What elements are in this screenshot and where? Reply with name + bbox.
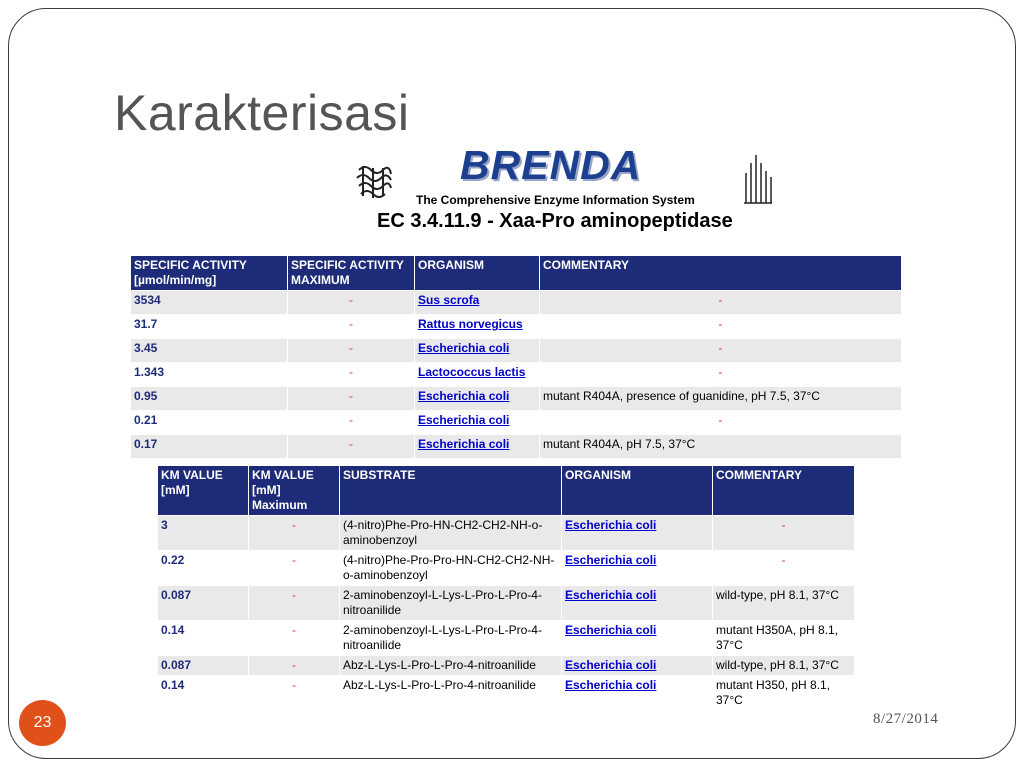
km-value-cell: 0.087 [158,586,248,620]
organism-link[interactable]: Escherichia coli [565,588,657,602]
km-maximum-cell: - [249,551,339,585]
commentary-cell: mutant H350, pH 8.1, 37°C [713,676,854,710]
km-value-table [157,465,855,711]
commentary-cell: - [540,363,901,386]
organism-cell [562,656,712,675]
column-header: SPECIFIC ACTIVITY [µmol/min/mg] [131,256,287,290]
column-header: COMMENTARY [540,256,901,290]
organism-cell [415,315,539,338]
table-row [158,516,854,550]
activity-maximum-cell: - [288,339,414,362]
commentary-cell: mutant R404A, pH 7.5, 37°C [540,435,901,458]
km-value-cell: 0.087 [158,656,248,675]
organism-link[interactable]: Rattus norvegicus [418,317,523,331]
column-header: SPECIFIC ACTIVITY MAXIMUM [288,256,414,290]
activity-maximum-cell: - [288,435,414,458]
brenda-tagline: The Comprehensive Enzyme Information System [416,193,695,207]
organism-link[interactable]: Escherichia coli [565,623,657,637]
activity-value-cell: 31.7 [131,315,287,338]
column-header: COMMENTARY [713,466,854,515]
column-header: ORGANISM [415,256,539,290]
slide-title: Karakterisasi [114,85,410,141]
km-value-cell: 0.22 [158,551,248,585]
table-row [131,435,901,458]
table-row [131,339,901,362]
substrate-cell: 2-aminobenzoyl-L-Lys-L-Pro-L-Pro-4-nitroanilide [340,586,561,620]
km-maximum-cell: - [249,621,339,655]
substrate-cell: (4-nitro)Phe-Pro-HN-CH2-CH2-NH-o-aminobenzoyl [340,516,561,550]
substrate-cell: (4-nitro)Phe-Pro-Pro-HN-CH2-CH2-NH-o-aminobenzoyl [340,551,561,585]
organism-cell [415,291,539,314]
table-row [131,411,901,434]
table-row [131,363,901,386]
commentary-cell: wild-type, pH 8.1, 37°C [713,656,854,675]
table-row [131,315,901,338]
activity-maximum-cell: - [288,411,414,434]
organism-link[interactable]: Escherichia coli [565,553,657,567]
organism-cell [562,586,712,620]
substrate-cell: Abz-L-Lys-L-Pro-L-Pro-4-nitroanilide [340,676,561,710]
commentary-cell: - [540,291,901,314]
commentary-cell: - [540,411,901,434]
slide-number-badge: 23 [19,700,66,746]
column-header: ORGANISM [562,466,712,515]
table-row [158,676,854,710]
table-row [158,586,854,620]
commentary-cell: - [713,516,854,550]
organism-cell [415,435,539,458]
organism-link[interactable]: Escherichia coli [418,437,510,451]
commentary-cell: - [540,339,901,362]
organism-cell [562,621,712,655]
column-header: SUBSTRATE [340,466,561,515]
commentary-cell: mutant R404A, presence of guanidine, pH 7.5, 37°C [540,387,901,410]
commentary-cell: - [713,551,854,585]
activity-maximum-cell: - [288,363,414,386]
table-row [158,656,854,675]
table-row [131,387,901,410]
organism-link[interactable]: Escherichia coli [418,341,510,355]
activity-value-cell: 3534 [131,291,287,314]
activity-value-cell: 0.17 [131,435,287,458]
organism-cell [415,387,539,410]
commentary-cell: mutant H350A, pH 8.1, 37°C [713,621,854,655]
university-logo-icon [742,153,774,205]
specific-activity-table [130,255,902,459]
organism-link[interactable]: Escherichia coli [418,389,510,403]
km-value-cell: 0.14 [158,621,248,655]
organism-cell [562,551,712,585]
commentary-cell: - [540,315,901,338]
enzyme-title: EC 3.4.11.9 - Xaa-Pro aminopeptidase [377,210,733,232]
brenda-logo-text: BRENDA [460,142,642,188]
slide-date: 8/27/2014 [873,711,939,727]
organism-cell [562,676,712,710]
table-row [158,621,854,655]
km-maximum-cell: - [249,656,339,675]
km-maximum-cell: - [249,516,339,550]
organism-link[interactable]: Escherichia coli [418,413,510,427]
km-value-cell: 0.14 [158,676,248,710]
organism-cell [415,363,539,386]
km-value-cell: 3 [158,516,248,550]
substrate-cell: Abz-L-Lys-L-Pro-L-Pro-4-nitroanilide [340,656,561,675]
organism-link[interactable]: Escherichia coli [565,678,657,692]
substrate-cell: 2-aminobenzoyl-L-Lys-L-Pro-L-Pro-4-nitroanilide [340,621,561,655]
activity-value-cell: 3.45 [131,339,287,362]
organism-link[interactable]: Sus scrofa [418,293,480,307]
km-maximum-cell: - [249,586,339,620]
activity-value-cell: 1.343 [131,363,287,386]
organism-link[interactable]: Escherichia coli [565,518,657,532]
table-row [131,291,901,314]
organism-cell [415,339,539,362]
organism-link[interactable]: Escherichia coli [565,658,657,672]
column-header: KM VALUE [mM] Maximum [249,466,339,515]
activity-maximum-cell: - [288,291,414,314]
column-header: KM VALUE [mM] [158,466,248,515]
activity-maximum-cell: - [288,387,414,410]
activity-value-cell: 0.95 [131,387,287,410]
table-row [158,551,854,585]
organism-cell [415,411,539,434]
organism-link[interactable]: Lactococcus lactis [418,365,526,379]
organism-cell [562,516,712,550]
km-maximum-cell: - [249,676,339,710]
commentary-cell: wild-type, pH 8.1, 37°C [713,586,854,620]
activity-maximum-cell: - [288,315,414,338]
protein-structure-icon [353,162,395,202]
activity-value-cell: 0.21 [131,411,287,434]
